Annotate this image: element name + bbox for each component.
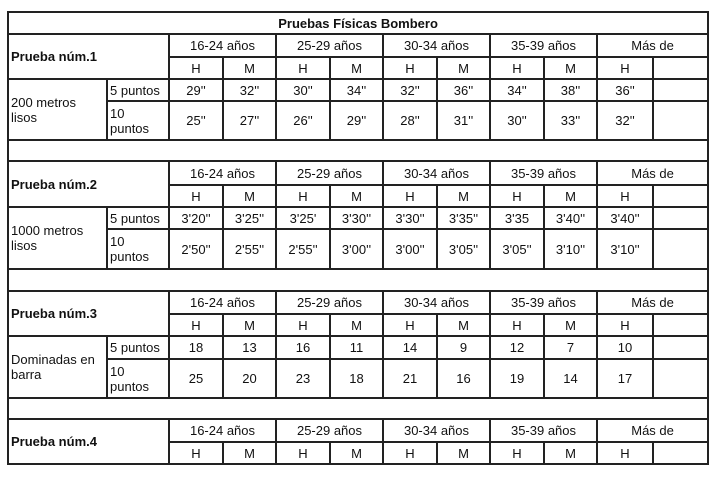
- sex-header: H: [597, 314, 653, 336]
- score-value: 17: [597, 359, 653, 398]
- sex-header: M: [544, 57, 597, 79]
- sex-header: H: [383, 57, 437, 79]
- sex-header: M: [223, 185, 276, 207]
- score-value: 2'50'': [169, 229, 223, 269]
- sex-header: H: [490, 442, 544, 464]
- score-value: [653, 359, 708, 398]
- sex-header: M: [330, 57, 383, 79]
- score-value: 3'30'': [383, 207, 437, 229]
- sex-header: H: [276, 57, 330, 79]
- score-value: 3'25'': [223, 207, 276, 229]
- score-value: 38'': [544, 79, 597, 101]
- age-header-row: [8, 161, 708, 185]
- sex-header: [653, 57, 708, 79]
- score-value: 27'': [223, 101, 276, 140]
- score-value: 19: [490, 359, 544, 398]
- spacer-row: [8, 140, 708, 161]
- score-value: 14: [383, 336, 437, 359]
- title-row: [8, 12, 708, 34]
- sex-header: M: [544, 314, 597, 336]
- score-value: 36'': [597, 79, 653, 101]
- score-value: 2'55'': [276, 229, 330, 269]
- age-group-header: 25-29 años: [276, 419, 383, 442]
- age-group-header: Más de: [597, 34, 708, 57]
- score-row: [8, 359, 708, 398]
- score-value: 11: [330, 336, 383, 359]
- event-name: Dominadas en barra: [8, 336, 107, 398]
- age-group-header: 35-39 años: [490, 419, 597, 442]
- score-value: 3'20'': [169, 207, 223, 229]
- sex-header: M: [330, 442, 383, 464]
- event-name: 1000 metros lisos: [8, 207, 107, 269]
- sex-header: [653, 442, 708, 464]
- score-value: 23: [276, 359, 330, 398]
- points-label: 10 puntos: [107, 101, 169, 140]
- sex-header: H: [169, 314, 223, 336]
- sex-header: H: [383, 185, 437, 207]
- score-value: 26'': [276, 101, 330, 140]
- score-value: 25'': [169, 101, 223, 140]
- points-label: 5 puntos: [107, 79, 169, 101]
- score-value: 3'25': [276, 207, 330, 229]
- sex-header: M: [544, 185, 597, 207]
- sex-header: H: [490, 314, 544, 336]
- age-group-header: 25-29 años: [276, 34, 383, 57]
- score-value: 3'00'': [330, 229, 383, 269]
- sex-header: H: [383, 314, 437, 336]
- score-value: 32'': [223, 79, 276, 101]
- points-label: 5 puntos: [107, 336, 169, 359]
- sex-header: H: [276, 185, 330, 207]
- event-name: 200 metros lisos: [8, 79, 107, 140]
- age-group-header: 16-24 años: [169, 34, 276, 57]
- sex-header: M: [437, 57, 490, 79]
- test-name: Prueba núm.3: [8, 291, 169, 336]
- score-value: 31'': [437, 101, 490, 140]
- score-value: [653, 229, 708, 269]
- score-value: 16: [276, 336, 330, 359]
- score-value: 21: [383, 359, 437, 398]
- score-value: 3'35'': [437, 207, 490, 229]
- score-value: 30'': [490, 101, 544, 140]
- age-group-header: 25-29 años: [276, 161, 383, 185]
- score-value: 14: [544, 359, 597, 398]
- sex-header: H: [169, 185, 223, 207]
- points-label: 10 puntos: [107, 229, 169, 269]
- sex-header: [653, 185, 708, 207]
- score-value: 3'05'': [490, 229, 544, 269]
- spacer-cell: [8, 269, 708, 291]
- score-value: 18: [169, 336, 223, 359]
- sex-header: M: [223, 442, 276, 464]
- score-row: [8, 79, 708, 101]
- sex-header: H: [490, 185, 544, 207]
- age-group-header: 16-24 años: [169, 161, 276, 185]
- score-row: [8, 207, 708, 229]
- age-group-header: 25-29 años: [276, 291, 383, 314]
- spacer-row: [8, 269, 708, 291]
- age-group-header: 16-24 años: [169, 419, 276, 442]
- score-value: 3'00'': [383, 229, 437, 269]
- score-row: [8, 101, 708, 140]
- score-value: 3'30'': [330, 207, 383, 229]
- age-group-header: 35-39 años: [490, 291, 597, 314]
- age-header-row: [8, 34, 708, 57]
- spacer-row: [8, 398, 708, 419]
- score-value: 13: [223, 336, 276, 359]
- score-value: 29'': [330, 101, 383, 140]
- spacer-cell: [8, 398, 708, 419]
- spacer-cell: [8, 140, 708, 161]
- sex-header: M: [437, 314, 490, 336]
- sex-header: M: [544, 442, 597, 464]
- sex-header: H: [490, 57, 544, 79]
- score-value: 10: [597, 336, 653, 359]
- score-value: 3'35: [490, 207, 544, 229]
- sex-header: H: [276, 442, 330, 464]
- score-value: 36'': [437, 79, 490, 101]
- score-value: 34'': [330, 79, 383, 101]
- sex-header: H: [383, 442, 437, 464]
- score-row: [8, 336, 708, 359]
- score-row: [8, 229, 708, 269]
- sex-header: H: [169, 442, 223, 464]
- test-name: Prueba núm.1: [8, 34, 169, 79]
- score-value: 9: [437, 336, 490, 359]
- age-header-row: [8, 291, 708, 314]
- test-name: Prueba núm.4: [8, 419, 169, 464]
- age-group-header: 35-39 años: [490, 34, 597, 57]
- score-value: 32'': [597, 101, 653, 140]
- sex-header: H: [276, 314, 330, 336]
- score-value: 32'': [383, 79, 437, 101]
- sex-header: H: [597, 57, 653, 79]
- sex-header: M: [330, 185, 383, 207]
- sex-header: M: [437, 185, 490, 207]
- fitness-test-table-container: [7, 11, 674, 465]
- sex-header: [653, 314, 708, 336]
- sex-header: M: [437, 442, 490, 464]
- score-value: 3'05'': [437, 229, 490, 269]
- score-value: [653, 207, 708, 229]
- score-value: 18: [330, 359, 383, 398]
- score-value: 28'': [383, 101, 437, 140]
- age-group-header: 35-39 años: [490, 161, 597, 185]
- score-value: 3'10'': [544, 229, 597, 269]
- age-group-header: 30-34 años: [383, 161, 490, 185]
- age-group-header: Más de: [597, 419, 708, 442]
- score-value: 3'40'': [597, 207, 653, 229]
- sex-header: H: [597, 185, 653, 207]
- test-name: Prueba núm.2: [8, 161, 169, 207]
- score-value: [653, 336, 708, 359]
- age-group-header: Más de: [597, 291, 708, 314]
- score-value: 34'': [490, 79, 544, 101]
- sex-header: M: [330, 314, 383, 336]
- points-label: 10 puntos: [107, 359, 169, 398]
- age-group-header: Más de: [597, 161, 708, 185]
- score-value: 7: [544, 336, 597, 359]
- sex-header: H: [169, 57, 223, 79]
- score-value: 3'40'': [544, 207, 597, 229]
- table-title: Pruebas Físicas Bombero: [8, 12, 708, 34]
- age-group-header: 16-24 años: [169, 291, 276, 314]
- score-value: 25: [169, 359, 223, 398]
- age-header-row: [8, 419, 708, 442]
- score-value: 16: [437, 359, 490, 398]
- score-value: 20: [223, 359, 276, 398]
- sex-header: M: [223, 314, 276, 336]
- age-group-header: 30-34 años: [383, 419, 490, 442]
- age-group-header: 30-34 años: [383, 34, 490, 57]
- fitness-test-table: [7, 11, 709, 465]
- age-group-header: 30-34 años: [383, 291, 490, 314]
- score-value: 30'': [276, 79, 330, 101]
- score-value: 2'55'': [223, 229, 276, 269]
- score-value: 3'10'': [597, 229, 653, 269]
- score-value: [653, 79, 708, 101]
- score-value: 29'': [169, 79, 223, 101]
- score-value: 33'': [544, 101, 597, 140]
- score-value: 12: [490, 336, 544, 359]
- score-value: [653, 101, 708, 140]
- points-label: 5 puntos: [107, 207, 169, 229]
- sex-header: H: [597, 442, 653, 464]
- sex-header: M: [223, 57, 276, 79]
